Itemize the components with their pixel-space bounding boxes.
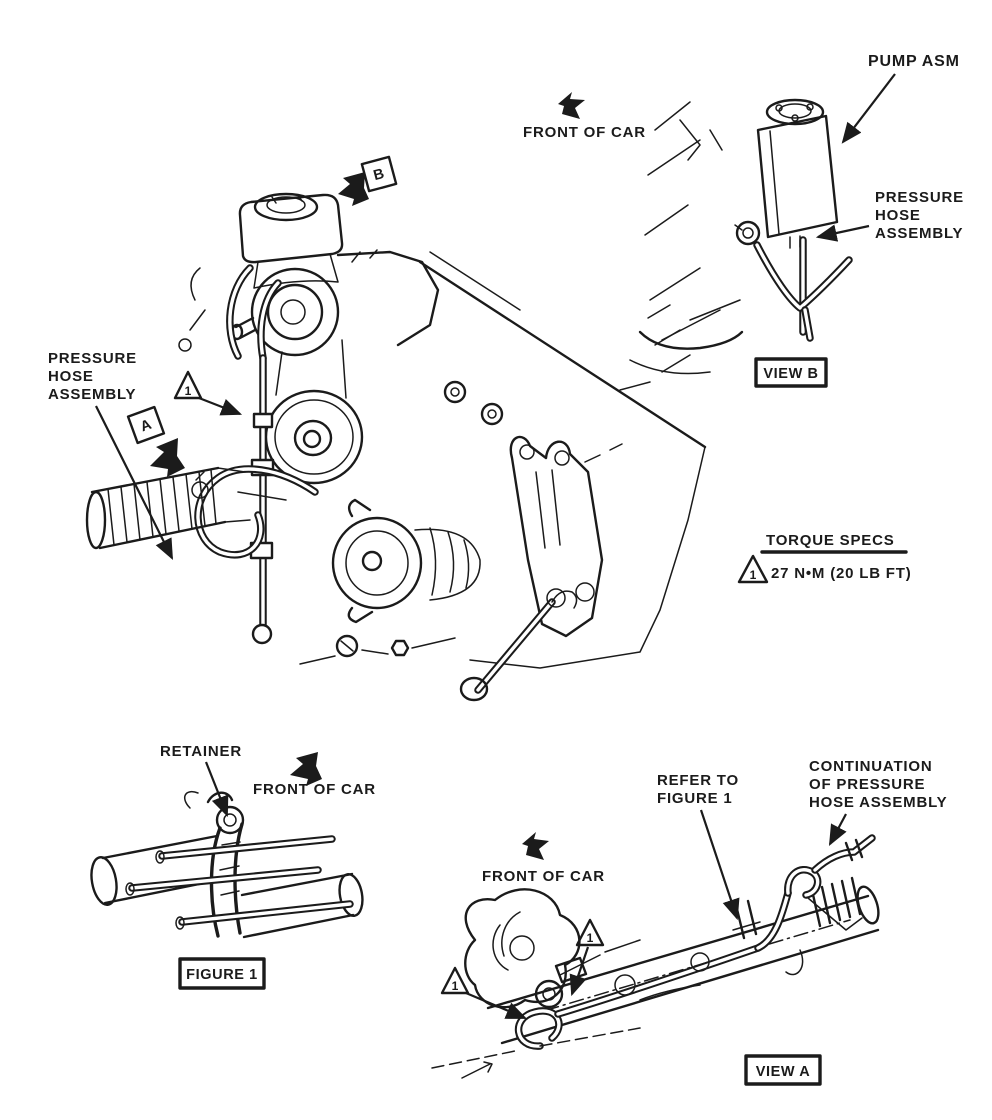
torque-specs [739, 532, 912, 582]
svg-text:PRESSURE: PRESSURE [48, 350, 137, 367]
front-of-car-label-view-a: FRONT OF CAR [482, 868, 605, 885]
svg-text:REFER TO: REFER TO [657, 772, 739, 789]
torque-fastener-index: 1 [749, 568, 757, 582]
pressure-hose-label-view-b [875, 189, 964, 242]
svg-text:FIGURE 1: FIGURE 1 [657, 790, 733, 807]
svg-text:CONTINUATION: CONTINUATION [809, 758, 933, 775]
callout-a [128, 407, 164, 443]
front-of-car-label-top: FRONT OF CAR [523, 124, 646, 141]
view-b-caption [756, 359, 826, 386]
retainer-label: RETAINER [160, 743, 242, 760]
svg-text:OF PRESSURE: OF PRESSURE [809, 776, 926, 793]
pump-asm-leader [843, 74, 895, 142]
svg-text:ASSEMBLY: ASSEMBLY [875, 225, 964, 242]
main-engine-illustration [87, 194, 705, 700]
front-of-car-arrow-top [558, 92, 585, 119]
refer-to-figure-leader [701, 810, 737, 918]
svg-text:VIEW A: VIEW A [755, 1064, 811, 1080]
svg-text:FIGURE 1: FIGURE 1 [186, 967, 258, 983]
main-fastener-callout [175, 372, 240, 414]
front-of-car-arrow-view-a [522, 832, 549, 860]
figure-1-caption [180, 959, 264, 988]
svg-text:HOSE ASSEMBLY: HOSE ASSEMBLY [809, 794, 948, 811]
pressure-hose-label-main [48, 350, 137, 403]
svg-text:HOSE: HOSE [48, 368, 94, 385]
svg-text:1: 1 [451, 979, 459, 993]
pressure-hose-leader-view-b [818, 226, 869, 237]
continuation-label [809, 758, 948, 811]
callout-b-arrow [338, 172, 369, 206]
view-b-illustration [620, 100, 849, 390]
callout-b [362, 157, 396, 191]
view-a-fastener-callout-left [442, 968, 525, 1018]
svg-text:A: A [138, 416, 155, 436]
svg-text:PRESSURE: PRESSURE [875, 189, 964, 206]
pump-asm-label: PUMP ASM [868, 53, 960, 70]
callout-a-arrow [150, 438, 185, 477]
torque-value: 27 N•M (20 LB FT) [771, 565, 912, 582]
refer-to-figure-label [657, 772, 739, 807]
retainer-leader [206, 762, 227, 815]
svg-text:1: 1 [184, 384, 192, 398]
svg-text:B: B [371, 165, 387, 185]
svg-text:VIEW B: VIEW B [763, 366, 819, 382]
front-of-car-label-figure1: FRONT OF CAR [253, 781, 376, 798]
svg-text:1: 1 [586, 931, 594, 945]
continuation-leader [830, 814, 846, 844]
svg-text:ASSEMBLY: ASSEMBLY [48, 386, 137, 403]
view-a-caption [746, 1056, 820, 1084]
torque-specs-title: TORQUE SPECS [766, 532, 895, 549]
svg-text:HOSE: HOSE [875, 207, 921, 224]
